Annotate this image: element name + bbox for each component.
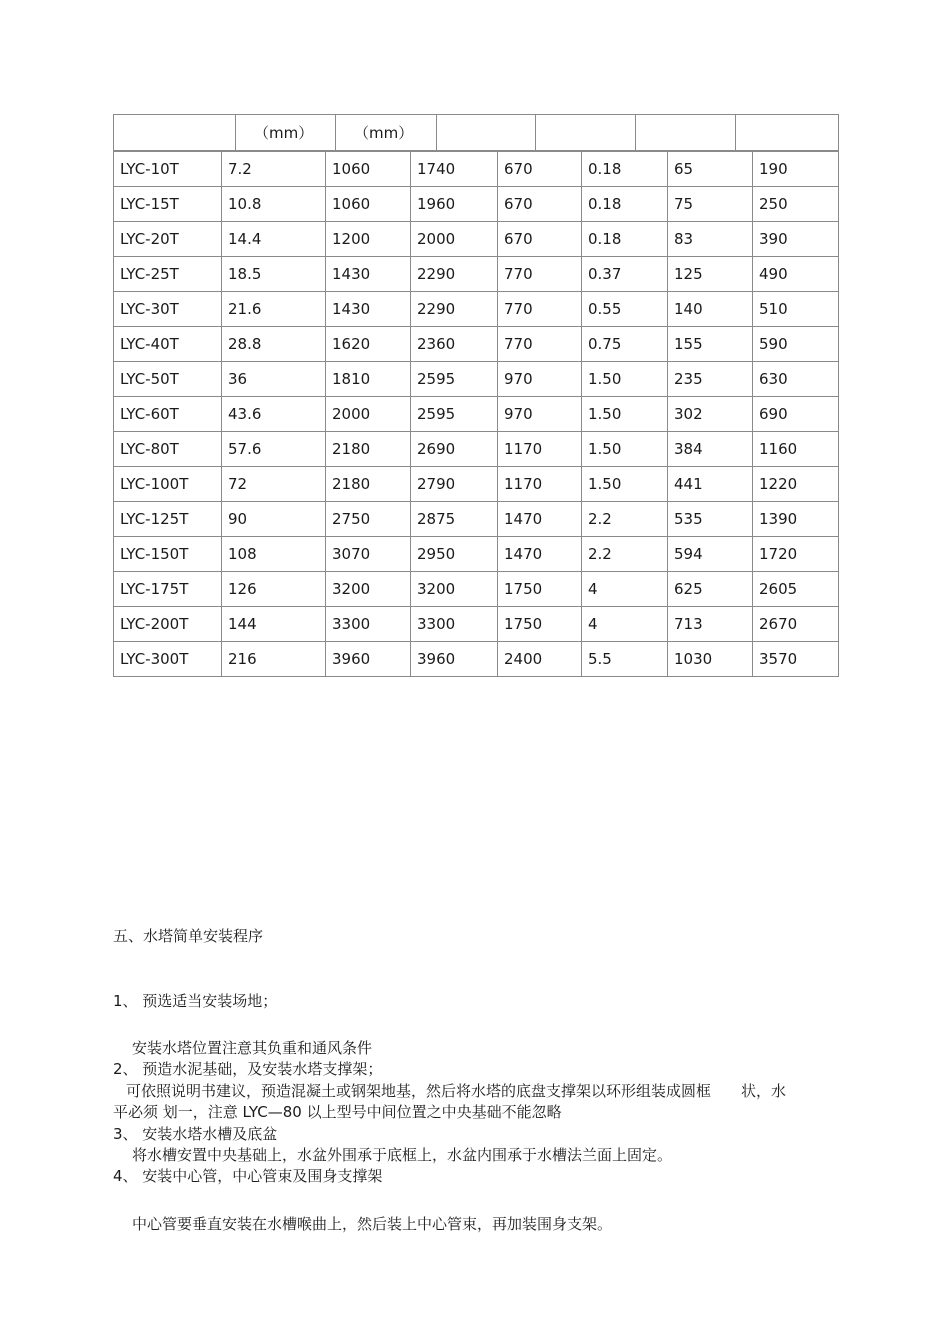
table-cell: 630 (753, 362, 839, 397)
table-cell: 1720 (753, 537, 839, 572)
table-cell: 18.5 (222, 257, 326, 292)
model-cell: LYC-50T (114, 362, 222, 397)
table-cell: 1.50 (582, 467, 668, 502)
table-cell: 490 (753, 257, 839, 292)
table-cell: 43.6 (222, 397, 326, 432)
table-cell: 3960 (411, 642, 498, 677)
table-cell: 1200 (326, 222, 411, 257)
table-cell: 0.18 (582, 222, 668, 257)
step-1: 1、 预选适当安装场地； (113, 992, 278, 1010)
table-cell: 970 (498, 362, 582, 397)
table-header-row (114, 115, 839, 151)
table-cell: 1.50 (582, 397, 668, 432)
header-cell (636, 115, 736, 151)
table-cell: 1170 (498, 467, 582, 502)
model-cell: LYC-10T (114, 152, 222, 187)
table-cell: 1960 (411, 187, 498, 222)
table-cell: 1750 (498, 572, 582, 607)
table-cell: 125 (668, 257, 753, 292)
table-cell: 36 (222, 362, 326, 397)
table-cell: 2000 (326, 397, 411, 432)
model-cell: LYC-40T (114, 327, 222, 362)
table-cell: 3960 (326, 642, 411, 677)
model-cell: LYC-30T (114, 292, 222, 327)
table-cell: 250 (753, 187, 839, 222)
table-cell: 190 (753, 152, 839, 187)
table-cell: 2400 (498, 642, 582, 677)
table-cell: 441 (668, 467, 753, 502)
model-cell: LYC-20T (114, 222, 222, 257)
table-row (114, 327, 839, 362)
table-cell: 2690 (411, 432, 498, 467)
table-cell: 670 (498, 222, 582, 257)
table-cell: 1160 (753, 432, 839, 467)
table-cell: 2180 (326, 467, 411, 502)
table-cell: 2595 (411, 362, 498, 397)
header-cell (736, 115, 839, 151)
table-cell: 1.50 (582, 432, 668, 467)
table-row (114, 642, 839, 677)
model-cell: LYC-25T (114, 257, 222, 292)
header-cell (536, 115, 636, 151)
model-cell: LYC-175T (114, 572, 222, 607)
table-cell: 2000 (411, 222, 498, 257)
table-cell: 3070 (326, 537, 411, 572)
table-cell: 713 (668, 607, 753, 642)
step-2-note-line-1: 可依照说明书建议，预造混凝土或钢架地基，然后将水塔的底盘支撑架以环形组装成圆框 状，水 (126, 1082, 787, 1100)
table-cell: 108 (222, 537, 326, 572)
table-cell: 1430 (326, 292, 411, 327)
table-cell: 1750 (498, 607, 582, 642)
step-1-note: 安装水塔位置注意其负重和通风条件 (132, 1039, 373, 1057)
table-cell: 510 (753, 292, 839, 327)
table-cell: 4 (582, 572, 668, 607)
table-cell: 65 (668, 152, 753, 187)
table-cell: 2290 (411, 292, 498, 327)
table-cell: 4 (582, 607, 668, 642)
model-cell: LYC-125T (114, 502, 222, 537)
header-cell (114, 115, 236, 151)
table-cell: 14.4 (222, 222, 326, 257)
table-cell: 1060 (326, 187, 411, 222)
table-cell: 1060 (326, 152, 411, 187)
table-cell: 2875 (411, 502, 498, 537)
table-cell: 21.6 (222, 292, 326, 327)
table-cell: 1810 (326, 362, 411, 397)
table-cell: 90 (222, 502, 326, 537)
table-cell: 0.75 (582, 327, 668, 362)
table-cell: 302 (668, 397, 753, 432)
header-cell (437, 115, 536, 151)
table-row (114, 502, 839, 537)
table-cell: 625 (668, 572, 753, 607)
step-2: 2、 预造水泥基础，及安装水塔支撑架； (113, 1060, 383, 1078)
table-cell: 2360 (411, 327, 498, 362)
table-cell: 1470 (498, 537, 582, 572)
step-4-note: 中心管要垂直安装在水槽喉曲上，然后装上中心管束，再加装围身支架。 (132, 1215, 613, 1233)
table-cell: 970 (498, 397, 582, 432)
model-cell: LYC-100T (114, 467, 222, 502)
table-cell: 2180 (326, 432, 411, 467)
table-cell: 144 (222, 607, 326, 642)
table-cell: 1470 (498, 502, 582, 537)
table-cell: 770 (498, 257, 582, 292)
table-row (114, 292, 839, 327)
table-cell: 1390 (753, 502, 839, 537)
step-2-note-line-2: 平必须 划一，注意 LYC—80 以上型号中间位置之中央基础不能忽略 (113, 1103, 562, 1121)
spec-table (113, 151, 839, 677)
table-row (114, 222, 839, 257)
table-row (114, 467, 839, 502)
table-cell: 390 (753, 222, 839, 257)
table-cell: 0.18 (582, 152, 668, 187)
table-cell: 670 (498, 187, 582, 222)
model-cell: LYC-150T (114, 537, 222, 572)
table-cell: 0.37 (582, 257, 668, 292)
table-cell: 2750 (326, 502, 411, 537)
table-cell: 2290 (411, 257, 498, 292)
table-cell: 216 (222, 642, 326, 677)
table-cell: 28.8 (222, 327, 326, 362)
table-cell: 2950 (411, 537, 498, 572)
step-3: 3、 安装水塔水槽及底盆 (113, 1125, 278, 1143)
table-cell: 2605 (753, 572, 839, 607)
table-cell: 3570 (753, 642, 839, 677)
table-cell: 235 (668, 362, 753, 397)
step-4: 4、 安装中心管，中心管束及围身支撑架 (113, 1167, 383, 1185)
header-cell: （mm） (236, 115, 336, 151)
section-title: 五、水塔简单安装程序 (113, 927, 264, 945)
table-row (114, 187, 839, 222)
table-row (114, 397, 839, 432)
table-row (114, 362, 839, 397)
table-cell: 5.5 (582, 642, 668, 677)
model-cell: LYC-80T (114, 432, 222, 467)
table-cell: 3300 (326, 607, 411, 642)
table-cell: 594 (668, 537, 753, 572)
table-cell: 3200 (411, 572, 498, 607)
table-cell: 1620 (326, 327, 411, 362)
header-cell: （mm） (336, 115, 437, 151)
table-cell: 7.2 (222, 152, 326, 187)
table-cell: 1220 (753, 467, 839, 502)
table-cell: 770 (498, 292, 582, 327)
table-cell: 770 (498, 327, 582, 362)
table-cell: 2595 (411, 397, 498, 432)
table-cell: 2670 (753, 607, 839, 642)
table-row (114, 537, 839, 572)
table-cell: 670 (498, 152, 582, 187)
model-cell: LYC-300T (114, 642, 222, 677)
step-3-note: 将水槽安置中央基础上，水盆外围承于底框上，水盆内围承于水槽法兰面上固定。 (132, 1146, 673, 1164)
table-cell: 1170 (498, 432, 582, 467)
table-cell: 75 (668, 187, 753, 222)
table-cell: 126 (222, 572, 326, 607)
table-cell: 2790 (411, 467, 498, 502)
table-cell: 1.50 (582, 362, 668, 397)
table-cell: 384 (668, 432, 753, 467)
table-row (114, 607, 839, 642)
table-cell: 57.6 (222, 432, 326, 467)
table-cell: 72 (222, 467, 326, 502)
model-cell: LYC-200T (114, 607, 222, 642)
table-cell: 140 (668, 292, 753, 327)
table-row (114, 152, 839, 187)
table-cell: 690 (753, 397, 839, 432)
table-row (114, 572, 839, 607)
table-cell: 3300 (411, 607, 498, 642)
table-cell: 535 (668, 502, 753, 537)
spec-table-header (113, 114, 839, 151)
table-row (114, 432, 839, 467)
table-row (114, 257, 839, 292)
table-cell: 2.2 (582, 537, 668, 572)
table-cell: 3200 (326, 572, 411, 607)
table-cell: 590 (753, 327, 839, 362)
table-cell: 83 (668, 222, 753, 257)
table-cell: 1740 (411, 152, 498, 187)
table-cell: 0.18 (582, 187, 668, 222)
model-cell: LYC-15T (114, 187, 222, 222)
table-cell: 1430 (326, 257, 411, 292)
table-cell: 0.55 (582, 292, 668, 327)
model-cell: LYC-60T (114, 397, 222, 432)
table-cell: 155 (668, 327, 753, 362)
table-cell: 10.8 (222, 187, 326, 222)
table-cell: 1030 (668, 642, 753, 677)
table-cell: 2.2 (582, 502, 668, 537)
